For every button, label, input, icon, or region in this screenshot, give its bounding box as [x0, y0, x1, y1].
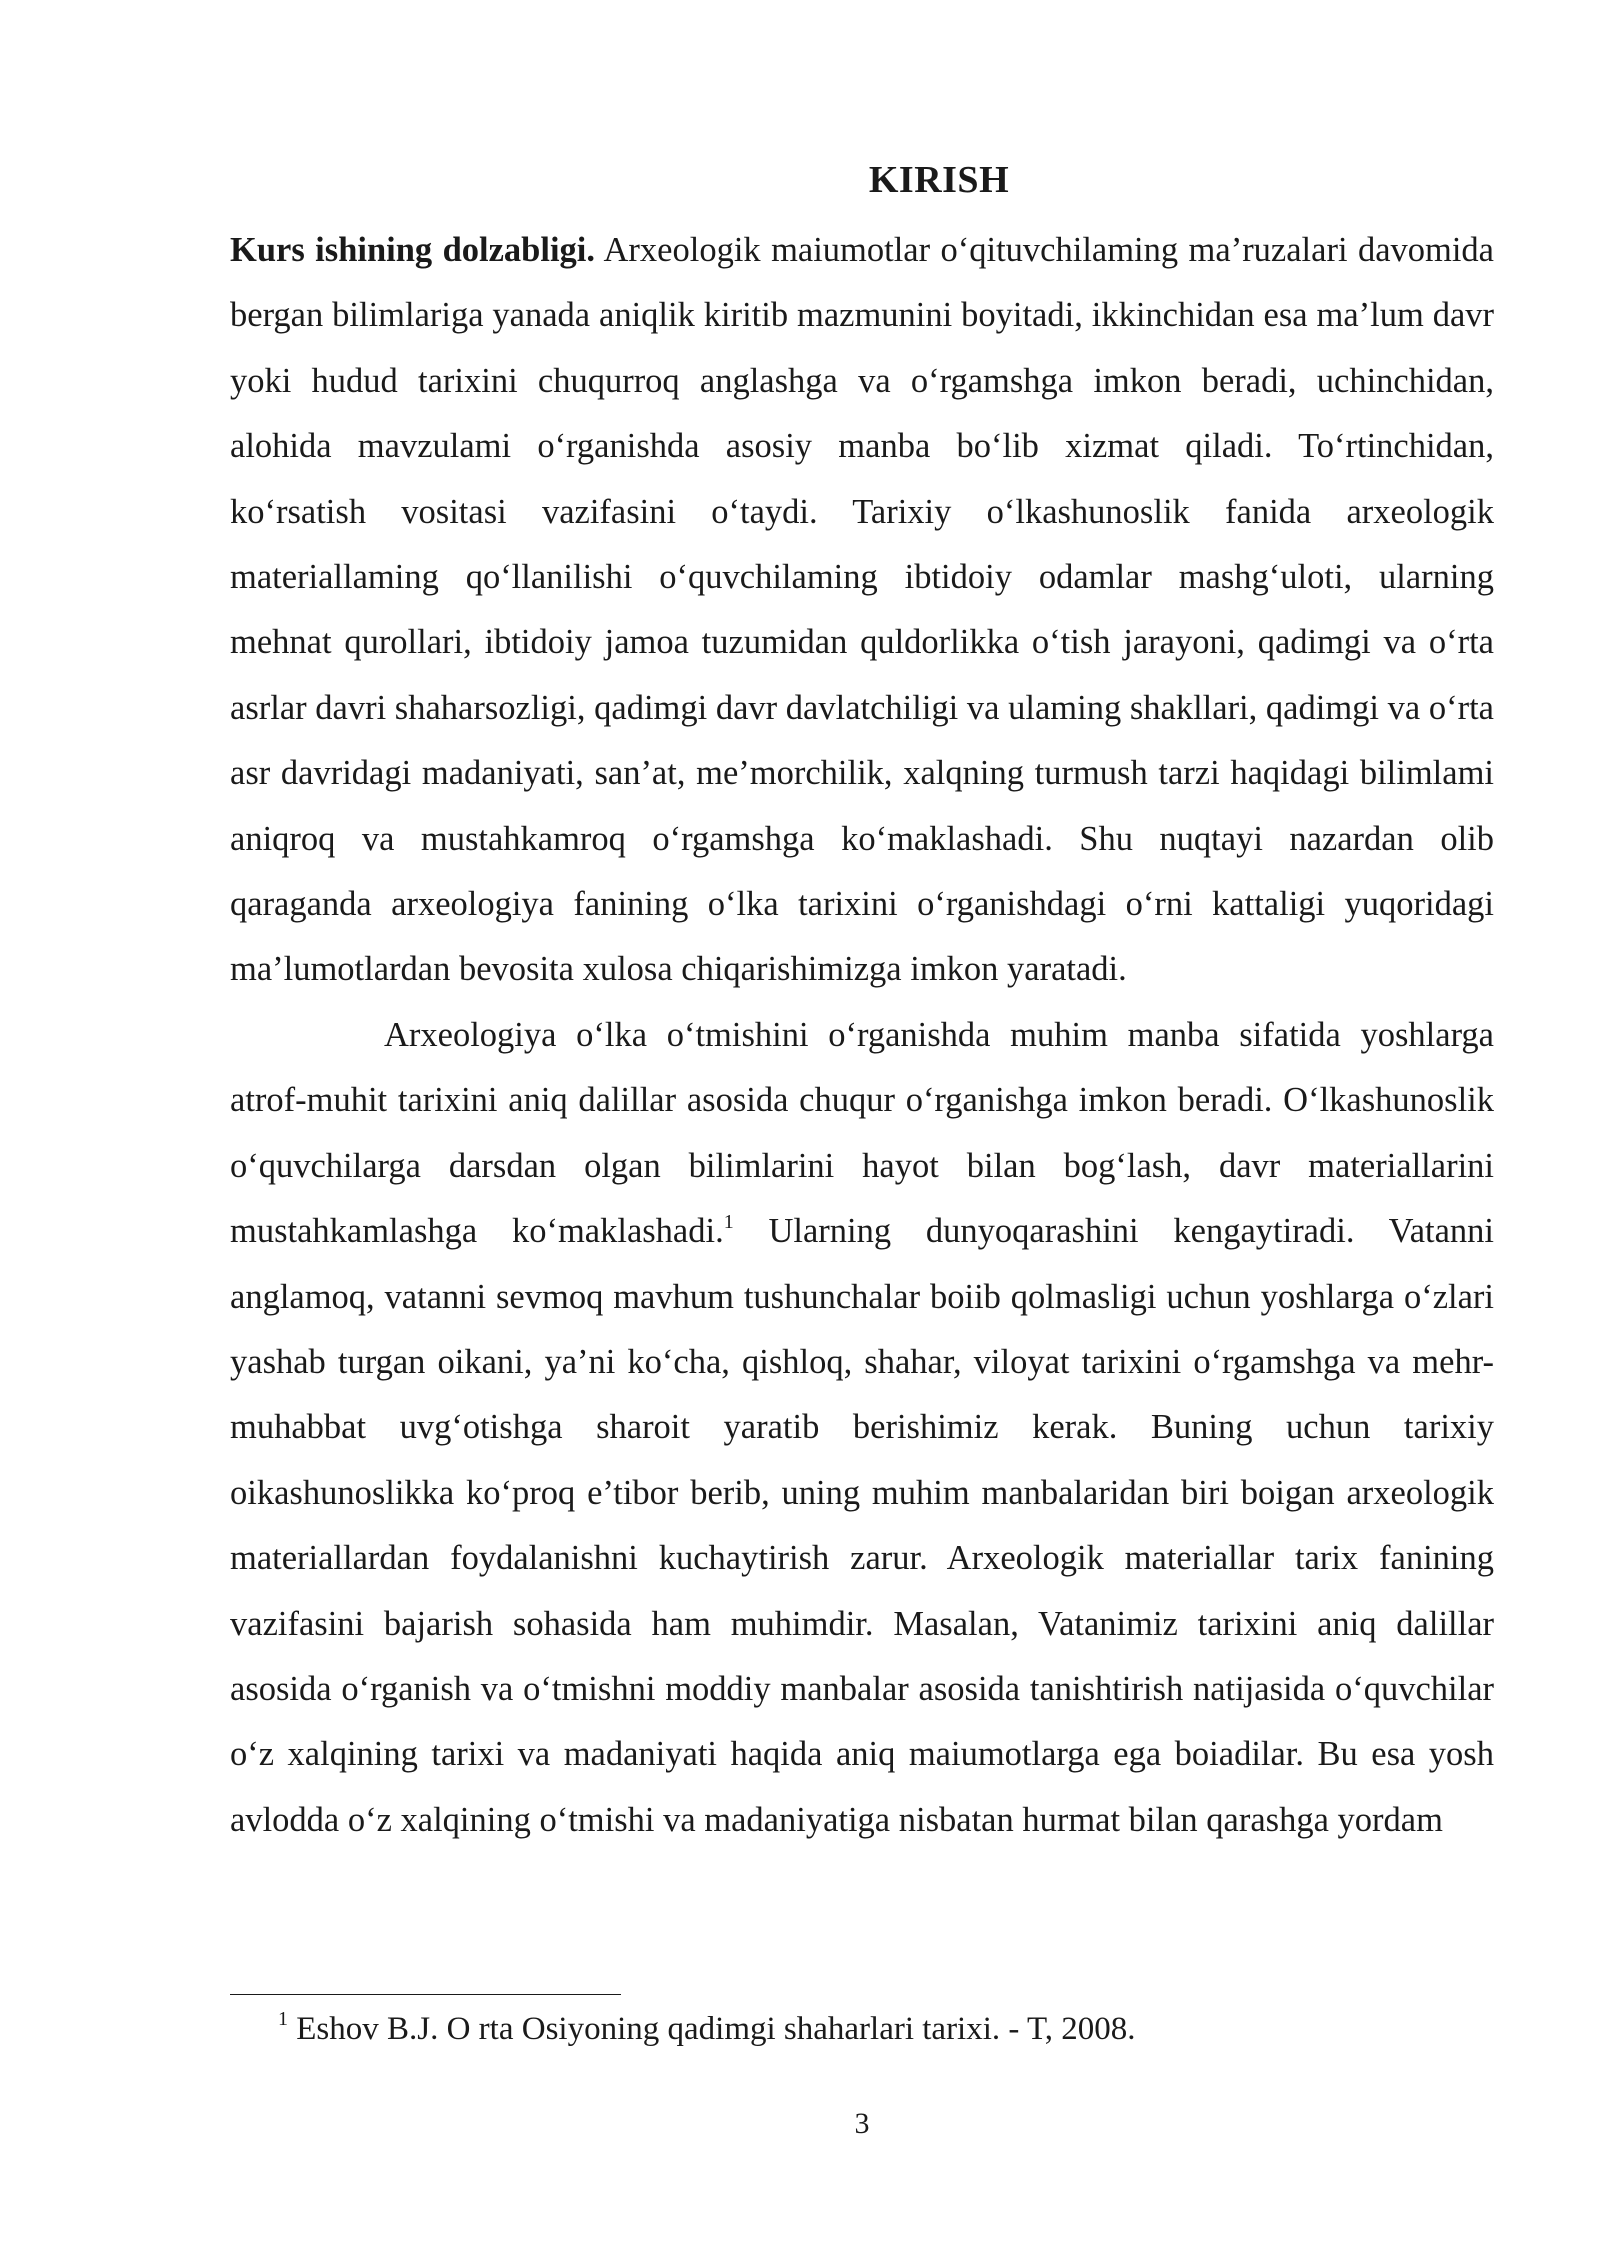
footnote [230, 2006, 1494, 2052]
footnote-reference[interactable]: 1 [723, 1211, 734, 1234]
footnote-separator [230, 1994, 621, 1995]
paragraph-lead-title: Kurs ishining dolzabligi. [230, 231, 595, 269]
paragraph-archaeology-text-after-note: Ularning dunyoqarashini kengaytiradi. Vatanni anglamoq, vatanni sevmoq mavhum tushunchalar boiib qolmasligi uchun yoshlarga o‘zlari yashab turgan oikani, ya’ni ko‘cha, qishloq, shahar, viloyat tarixini o‘rgamshga va mehr-muhabbat uvg‘otishga sharoit yaratib berishimiz kerak. Buning uchun tarixiy oikashunoslikka ko‘proq e’tibor berib, uning muhim manbalaridan biri boigan arxeologik materiallardan foydalanishni kuchaytirish zarur. Arxeologik materiallar tarix fanining vazifasini bajarish sohasida ham muhimdir. Masalan, Vatanimiz tarixini aniq dalillar asosida o‘rganish va o‘tmishni moddiy manbalar asosida tanishtirish natijasida o‘quvchilar o‘z xalqining tarixi va madaniyati haqida aniq maiumotlarga ega boiadilar. Bu esa yosh avlodda o‘z xalqining o‘tmishi va madaniyatiga nisbatan hurmat bilan qarashga yordam [230, 1212, 1494, 1839]
paragraph-archaeology-text-before-note: Arxeologiya o‘lka o‘tmishini o‘rganishda muhim manba sifatida yoshlarga atrof-muhit tarixini aniq dalillar asosida chuqur o‘rganishga imkon beradi. O‘lkashunoslik o‘quvchilarga darsdan olgan bilimlarini hayot bilan bog‘lash, davr materiallarini mustahkamlashga ko‘maklashadi. [230, 1015, 1494, 1251]
page-heading: KIRISH [868, 159, 1010, 201]
paragraph-archaeology [230, 1003, 1494, 1853]
paragraph-relevance [230, 218, 1494, 1003]
body-text [230, 218, 1494, 1853]
paragraph-relevance-text: Arxeologik maiumotlar o‘qituvchilaming ma’ruzalari davomida bergan bilimlariga yanada aniqlik kiritib mazmunini boyitadi, ikkinchidan esa ma’lum davr yoki hudud tarixini chuqurroq anglashga va o‘rgamshga imkon beradi, uchinchidan, alohida mavzulami o‘rganishda asosiy manba bo‘lib xizmat qiladi. To‘rtinchidan, ko‘rsatish vositasi vazifasini o‘taydi. Tarixiy o‘lkashunoslik fanida arxeologik materiallaming qo‘llanilishi o‘quvchilaming ibtidoiy odamlar mashg‘uloti, ularning mehnat qurollari, ibtidoiy jamoa tuzumidan quldorlikka o‘tish jarayoni, qadimgi va o‘rta asrlar davri shaharsozligi, qadimgi davr davlatchiligi va ulaming shakllari, qadimgi va o‘rta asr davridagi madaniyati, san’at, me’morchilik, xalqning turmush tarzi haqidagi bilimlami aniqroq va mustahkamroq o‘rgamshga ko‘maklashadi. Shu nuqtayi nazardan olib qaraganda arxeologiya fanining o‘lka tarixini o‘rganishdagi o‘rni kattaligi yuqoridagi ma’lumotlardan bevosita xulosa chiqarishimizga imkon yaratadi. [230, 231, 1494, 989]
footnote-mark: 1 [278, 2008, 288, 2030]
page-number: 3 [854, 2107, 870, 2140]
footnote-text: Eshov B.J. O rta Osiyoning qadimgi shaharlari tarixi. - T, 2008. [288, 2011, 1136, 2047]
